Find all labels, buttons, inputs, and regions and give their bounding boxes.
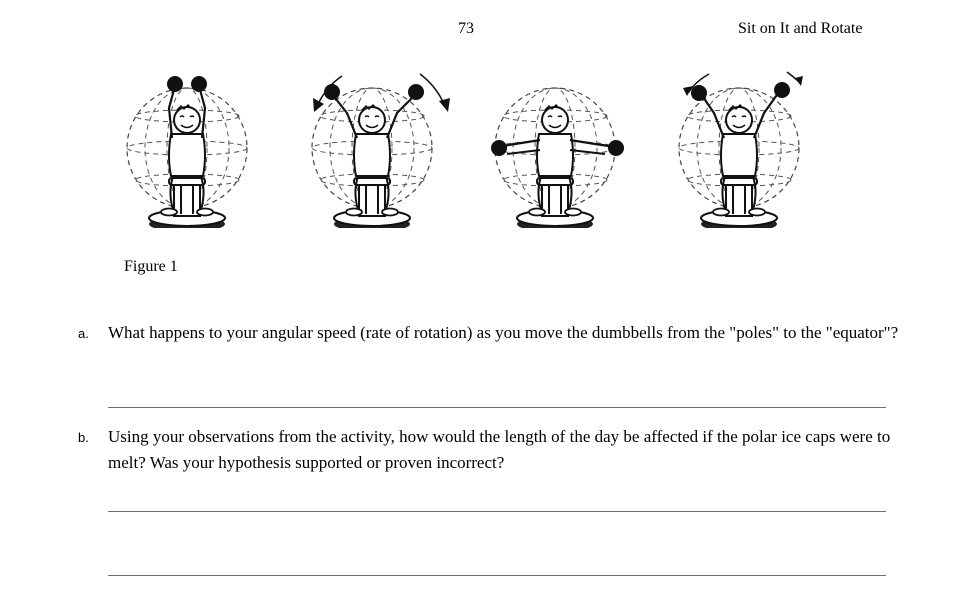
question-a-letter: a. [78,326,89,341]
answer-line-b-1[interactable] [108,511,886,512]
figure-panel-1 [127,76,247,228]
figure-panel-4 [679,72,803,228]
question-a-text: What happens to your angular speed (rate of rotation) as you move the dumbbells from the "poles" to the "equator"? [108,323,899,342]
figure-panel-3 [491,88,624,228]
answer-line-b-2[interactable] [108,575,886,576]
page-number: 73 [458,20,474,37]
figure-panel-2 [312,74,450,228]
question-b-text: Using your observations from the activity, how would the length of the day be affected if the polar ice caps were to melt? Was your hypothesis supported or proven incorrect? [108,427,891,472]
figure-1 [112,68,832,228]
running-title: Sit on It and Rotate [738,20,863,37]
figure-1-illustration [112,68,832,228]
figure-caption: Figure 1 [124,258,178,275]
question-b-letter: b. [78,430,89,445]
answer-line-a[interactable] [108,407,886,408]
